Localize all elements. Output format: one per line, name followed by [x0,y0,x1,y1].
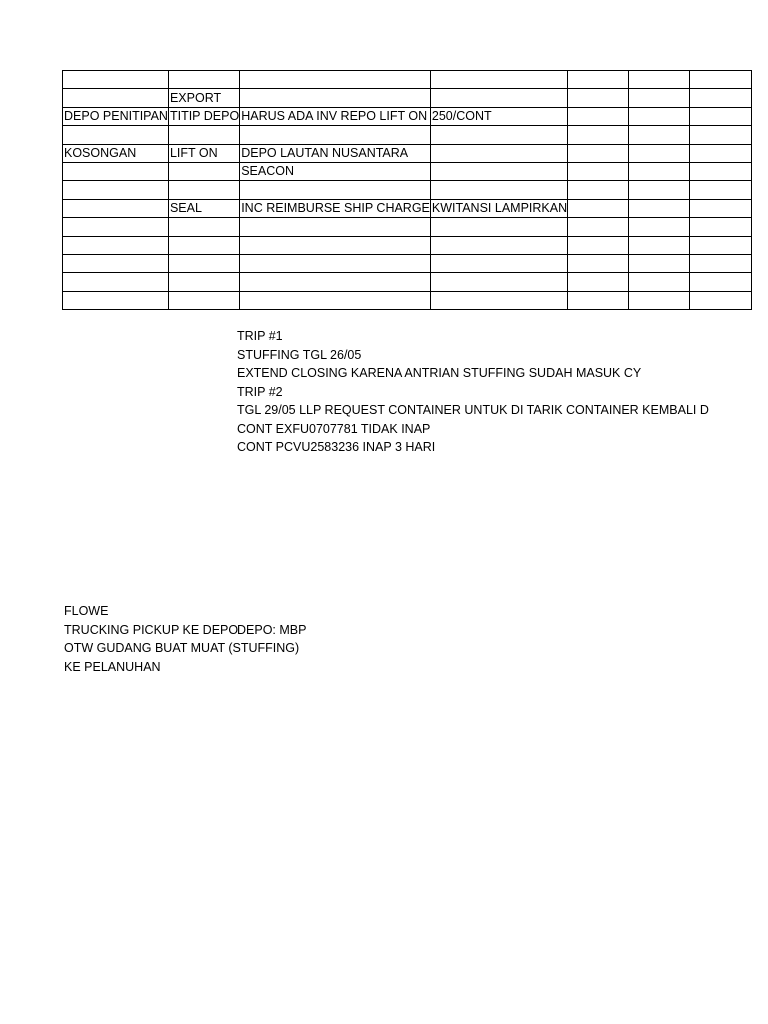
table-cell[interactable] [568,181,629,199]
table-cell[interactable] [690,236,752,254]
table-cell[interactable] [63,126,169,144]
table-cell[interactable]: INC REIMBURSE SHIP CHARGE [240,199,431,217]
table-cell[interactable] [430,181,567,199]
table-cell[interactable] [63,89,169,107]
table-cell[interactable] [568,218,629,236]
table-cell[interactable] [629,273,690,291]
table-cell[interactable] [63,71,169,89]
table-cell[interactable] [430,218,567,236]
table-cell[interactable] [690,254,752,272]
flow-depo: DEPO: MBP [237,622,307,637]
table-cell[interactable] [240,236,431,254]
table-cell[interactable] [568,89,629,107]
note-line: TRIP #2 [237,384,283,399]
table-cell[interactable] [430,71,567,89]
table-cell[interactable] [168,273,239,291]
table-cell[interactable] [690,181,752,199]
table-cell[interactable] [63,218,169,236]
table-cell[interactable] [430,144,567,162]
table-cell[interactable] [430,89,567,107]
table-row [63,218,752,236]
table-cell[interactable] [430,273,567,291]
table-row [63,144,752,162]
table-cell[interactable]: KOSONGAN [63,144,169,162]
note-line: CONT EXFU0707781 TIDAK INAP [237,421,431,436]
table-cell[interactable]: TITIP DEPO [168,107,239,125]
table-cell[interactable] [629,254,690,272]
table-cell[interactable] [690,162,752,180]
table-cell[interactable] [568,107,629,125]
table-row [63,273,752,291]
data-table [62,70,752,310]
table-cell[interactable] [629,144,690,162]
table-cell[interactable]: 250/CONT [430,107,567,125]
table-cell[interactable] [690,218,752,236]
note-line: TRIP #1 [237,329,283,343]
table-cell[interactable]: EXPORT [168,89,239,107]
table-cell[interactable] [63,291,169,309]
table-cell[interactable] [690,291,752,309]
table-cell[interactable] [240,273,431,291]
table-row [63,291,752,309]
table-cell[interactable] [430,236,567,254]
table-cell[interactable] [430,162,567,180]
table-cell[interactable] [63,181,169,199]
table-cell[interactable] [168,218,239,236]
table-row [63,89,752,107]
table-row [63,254,752,272]
table-cell[interactable] [690,107,752,125]
table-cell[interactable] [568,273,629,291]
table-cell[interactable] [63,162,169,180]
table-cell[interactable] [240,126,431,144]
table-cell[interactable] [629,199,690,217]
flow-title: FLOWE [64,604,109,618]
table-cell[interactable] [629,126,690,144]
table-row [63,181,752,199]
note-line: STUFFING TGL 26/05 [237,347,362,362]
table-cell[interactable] [690,144,752,162]
table-row [63,126,752,144]
table-cell[interactable] [240,71,431,89]
table-cell[interactable] [63,199,169,217]
notes-block [237,327,709,457]
table-cell[interactable] [629,236,690,254]
flow-block [64,602,307,676]
table-cell[interactable] [690,89,752,107]
table-row [63,162,752,180]
table-cell[interactable] [568,254,629,272]
table-cell[interactable] [430,254,567,272]
table-cell[interactable] [690,273,752,291]
table-cell[interactable] [168,181,239,199]
table-row [63,107,752,125]
table-cell[interactable] [168,254,239,272]
table-cell[interactable]: HARUS ADA INV REPO LIFT ON [240,107,431,125]
table-cell[interactable] [568,144,629,162]
table-cell[interactable] [568,199,629,217]
table-cell[interactable] [568,291,629,309]
table-cell[interactable] [240,254,431,272]
note-line: EXTEND CLOSING KARENA ANTRIAN STUFFING SUDAH MASUK CY [237,366,642,380]
table-row [63,71,752,89]
table-cell[interactable] [629,89,690,107]
table-cell[interactable]: SEACON [240,162,431,180]
table-cell[interactable] [690,199,752,217]
table-cell[interactable] [63,236,169,254]
table-cell[interactable] [629,291,690,309]
table-cell[interactable] [168,291,239,309]
flow-step: TRUCKING PICKUP KE DEPO [64,622,239,637]
flow-line [64,621,307,640]
table-cell[interactable] [629,218,690,236]
table-cell[interactable] [568,126,629,144]
table-row [63,236,752,254]
table-cell[interactable] [629,181,690,199]
table-cell[interactable] [690,126,752,144]
table-cell[interactable] [629,107,690,125]
table-cell[interactable] [568,162,629,180]
note-line: CONT PCVU2583236 INAP 3 HARI [237,440,436,454]
table-cell[interactable]: DEPO LAUTAN NUSANTARA [240,144,431,162]
table-row [63,199,752,217]
table-cell[interactable] [168,71,239,89]
table-cell[interactable] [629,71,690,89]
table-cell[interactable] [168,162,239,180]
table-cell[interactable] [629,162,690,180]
table-cell[interactable] [690,71,752,89]
table-cell[interactable] [568,236,629,254]
table-cell[interactable]: SEAL [168,199,239,217]
table-cell[interactable] [240,218,431,236]
table-cell[interactable] [63,273,169,291]
table-cell[interactable] [430,126,567,144]
table-cell[interactable] [63,254,169,272]
flow-line: KE PELANUHAN [64,659,161,674]
table-cell[interactable] [168,126,239,144]
table-cell[interactable] [240,291,431,309]
table-cell[interactable] [240,181,431,199]
flow-line: OTW GUDANG BUAT MUAT (STUFFING) [64,641,300,655]
table-cell[interactable]: DEPO PENITIPAN [63,107,169,125]
table-cell[interactable]: KWITANSI LAMPIRKAN [430,199,567,217]
table-cell[interactable] [240,89,431,107]
note-line: TGL 29/05 LLP REQUEST CONTAINER UNTUK DI TARIK CONTAINER KEMBALI D [237,403,709,417]
table-cell[interactable] [568,71,629,89]
table-cell[interactable]: LIFT ON [168,144,239,162]
table-cell[interactable] [430,291,567,309]
table-cell[interactable] [168,236,239,254]
